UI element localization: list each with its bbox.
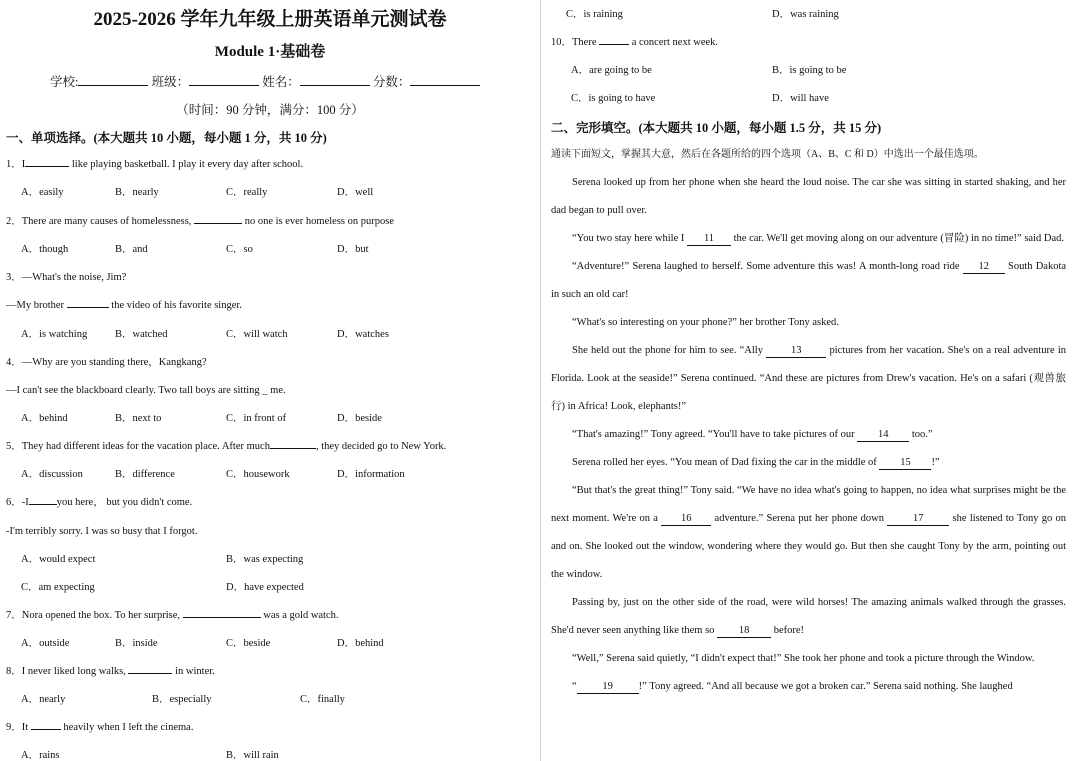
paragraph-7-text-a: Serena rolled her eyes. “You mean of Dad fixing the car in the middle of [572,457,877,468]
section-2-instruction: 通读下面短文，掌握其大意，然后在各题所给的四个选项（A、B、C 和 D）中选出一个最佳选项。 [551,149,984,160]
paragraph-6 [551,421,1066,449]
q4-option-c[interactable]: C．in front of [226,413,287,424]
q6-option-d[interactable]: D．have expected [226,582,304,593]
paragraph-11 [551,673,1066,701]
q9-option-d[interactable]: D．was raining [772,9,839,20]
q3-option-b[interactable]: B．watched [115,329,168,340]
exam-subtitle: Module 1·基础卷 [214,44,326,60]
q3-option-a[interactable]: A．is watching [21,329,88,340]
paragraph-5 [551,337,1066,421]
paragraph-8-text-b: adventure.” Serena put her phone down [714,513,884,524]
paragraph-4 [551,309,1066,337]
paragraph-1 [551,169,1066,225]
q9-option-b[interactable]: B．will rain [226,750,279,761]
section-2-heading: 二、完形填空。(本大题共 10 小题，每小题 1.5 分，共 15 分) [551,121,882,135]
section-1-heading: 一、单项选择。(本大题共 10 小题，每小题 1 分，共 10 分) [6,131,327,145]
question-1-text-a: 1．I [6,159,26,170]
answer-blank[interactable] [128,673,172,674]
answer-blank[interactable] [183,617,261,618]
question-6-line-1 [6,496,192,510]
question-1-text-b: like playing basketball. I play it every day after school. [71,159,304,170]
question-6-text-b: you here， but you didn't come. [56,497,193,508]
paragraph-9 [551,589,1066,645]
blank-17[interactable]: 17 [887,513,949,526]
q3-option-d[interactable]: D．watches [337,329,389,340]
q10-option-b[interactable]: B．is going to be [772,65,847,76]
paragraph-4-text: “What's so interesting on your phone?” her brother Tony asked. [572,317,839,328]
blank-19[interactable]: 19 [577,681,639,694]
q10-option-c[interactable]: C．is going to have [571,93,656,104]
q2-option-b[interactable]: B．and [115,244,148,255]
q6-option-c[interactable]: C．am expecting [21,582,95,593]
q6-option-a[interactable]: A．would expect [21,554,96,565]
paragraph-3-text-b: South Dakota in such an old car! [551,261,1067,300]
paragraph-7 [551,449,1066,477]
q1-option-d[interactable]: D．well [337,187,374,198]
blank-18[interactable]: 18 [717,625,771,638]
q8-option-b[interactable]: B．especially [152,694,212,705]
q6-option-b[interactable]: B．was expecting [226,554,304,565]
question-8-text-a: 8．I never liked long walks, [6,666,126,677]
question-7 [6,609,339,623]
paragraph-1-text: Serena looked up from her phone when she heard the loud noise. The car she was sitting in started shaking, and her dad began to pull over. [551,177,1066,216]
question-9-text-a: 9．It [6,722,29,733]
q1-option-b[interactable]: B．nearly [115,187,159,198]
paragraph-3-text-a: “Adventure!” Serena laughed to herself. Some adventure this was! A month-long road ride [572,261,960,272]
paragraph-9-text-b: before! [773,625,804,636]
paragraph-10-text: “Well,” Serena said quietly, “I didn't expect that!” She took her phone and took a picture through the Window. [572,653,1035,664]
question-3-line-2 [6,299,242,313]
paragraph-11-text-b: !” Tony agreed. “And all because we got a broken car.” Serena said nothing. She laughed [638,681,1013,692]
q10-option-d[interactable]: D．will have [772,93,829,104]
student-info-line [50,72,480,90]
q4-option-b[interactable]: B．next to [115,413,162,424]
school-blank[interactable] [78,73,148,86]
q7-option-a[interactable]: A．outside [21,638,70,649]
question-6-text-a: 6．-I [6,497,29,508]
score-blank[interactable] [410,73,480,86]
paragraph-7-text-b: !” [931,457,940,468]
q5-option-a[interactable]: A．discussion [21,469,83,480]
paragraph-11-text-a: “ [572,681,577,692]
q10-option-a[interactable]: A．are going to be [571,65,652,76]
paragraph-10 [551,645,1066,673]
q1-option-a[interactable]: A．easily [21,187,64,198]
question-5-text-a: 5．They had different ideas for the vacation place. After much [6,441,270,452]
q8-option-c[interactable]: C．finally [300,694,345,705]
question-8 [6,665,215,679]
name-blank[interactable] [300,73,370,86]
question-2-text-a: 2．There are many causes of homelessness, [6,216,192,227]
q1-option-c[interactable]: C．really [226,187,268,198]
question-10 [551,36,718,50]
time-note: （时间：90 分钟，满分：100 分） [176,103,364,117]
paragraph-9-text-a: Passing by, just on the other side of the road, were wild horses! The amazing animals walked through the grasses. She'd never seen anything like them so [551,597,1066,636]
score-label: 分数： [372,75,411,89]
answer-blank[interactable] [599,44,629,45]
class-blank[interactable] [189,73,259,86]
paragraph-8-text-a: “But that's the great thing!” Tony said. “We have no idea what's going to happen, no idea what surprises might be the next moment. We're on a [551,485,1066,524]
q8-option-a[interactable]: A．nearly [21,694,66,705]
question-6-line-2: -I'm terribly sorry. I was so busy that I forgot. [6,526,198,537]
paragraph-6-text-b: too.” [911,429,933,440]
q5-option-c[interactable]: C．housework [226,469,290,480]
question-5 [6,440,446,454]
q7-option-b[interactable]: B．inside [115,638,158,649]
answer-blank[interactable] [194,223,242,224]
question-2 [6,215,394,229]
question-8-text-b: in winter. [175,666,215,677]
name-label: 姓名： [262,75,300,89]
class-label: 班级： [151,75,190,89]
question-4-line-2: —I can't see the blackboard clearly. Two tall boys are sitting _ me. [6,385,286,396]
answer-blank[interactable] [29,504,57,505]
blank-13[interactable]: 13 [766,345,826,358]
q4-option-d[interactable]: D．beside [337,413,382,424]
paragraph-3 [551,253,1066,309]
q9-option-c[interactable]: C．is raining [566,9,623,20]
answer-blank[interactable] [270,448,316,449]
paragraph-8 [551,477,1066,589]
paragraph-2 [551,225,1066,253]
paragraph-5-text-b: pictures from her vacation. She's on a real adventure in Florida. Look at the seaside!” Serena continued. “And these are pictures from Drew's vacation. He's on a safari (观兽旅行) in Africa! Look, elephants!” [551,345,1067,412]
question-7-text-a: 7．Nora opened the box. To her surprise, [6,610,181,621]
answer-blank[interactable] [31,729,61,730]
right-page [541,0,1080,761]
question-3-text-b: the video of his favorite singer. [111,300,242,311]
q2-option-d[interactable]: D．but [337,244,369,255]
q3-option-c[interactable]: C．will watch [226,329,288,340]
paragraph-2-text-b: the car. We'll get moving along on our adventure (冒险) in no time!” said Dad. [733,233,1064,244]
answer-blank[interactable] [25,166,69,167]
paragraph-8-text-c: she listened to Tony go on and on. She looked out the window, wondering where they would go. But then she caught Tony by the arm, pointing out the window. [551,513,1066,580]
blank-11[interactable]: 11 [687,233,731,246]
q9-option-a[interactable]: A．rains [21,750,60,761]
q2-option-c[interactable]: C．so [226,244,253,255]
school-label: 学校: [50,75,79,89]
question-7-text-b: was a gold watch. [263,610,339,621]
answer-blank[interactable] [67,307,109,308]
question-1 [6,158,303,172]
question-9 [6,721,193,735]
blank-16[interactable]: 16 [661,513,711,526]
question-3-text-a: —My brother [6,300,65,311]
question-4-line-1: 4．—Why are you standing there，Kangkang? [6,357,207,368]
question-2-text-b: no one is ever homeless on purpose [244,216,394,227]
q5-option-b[interactable]: B．difference [115,469,175,480]
question-3-line-1: 3．—What's the noise, Jim? [6,272,127,283]
blank-15[interactable]: 15 [879,457,931,470]
question-9-text-b: heavily when I left the cinema. [63,722,194,733]
blank-12[interactable]: 12 [963,261,1005,274]
paragraph-6-text-a: “That's amazing!” Tony agreed. “You'll have to take pictures of our [572,429,855,440]
q4-option-a[interactable]: A．behind [21,413,68,424]
question-10-text-b: a concert next week. [631,37,719,48]
q2-option-a[interactable]: A．though [21,244,69,255]
question-10-text-a: 10．There [551,37,597,48]
q5-option-d[interactable]: D．information [337,469,405,480]
blank-14[interactable]: 14 [857,429,909,442]
q7-option-c[interactable]: C．beside [226,638,271,649]
q7-option-d[interactable]: D．behind [337,638,384,649]
paragraph-5-text-a: She held out the phone for him to see. “Ally [572,345,763,356]
exam-title: 2025-2026 学年九年级上册英语单元测试卷 [93,9,447,30]
paragraph-2-text-a: “You two stay here while I [572,233,685,244]
cloze-passage [551,169,1066,701]
question-5-text-b: , they decided go to New York. [315,441,447,452]
